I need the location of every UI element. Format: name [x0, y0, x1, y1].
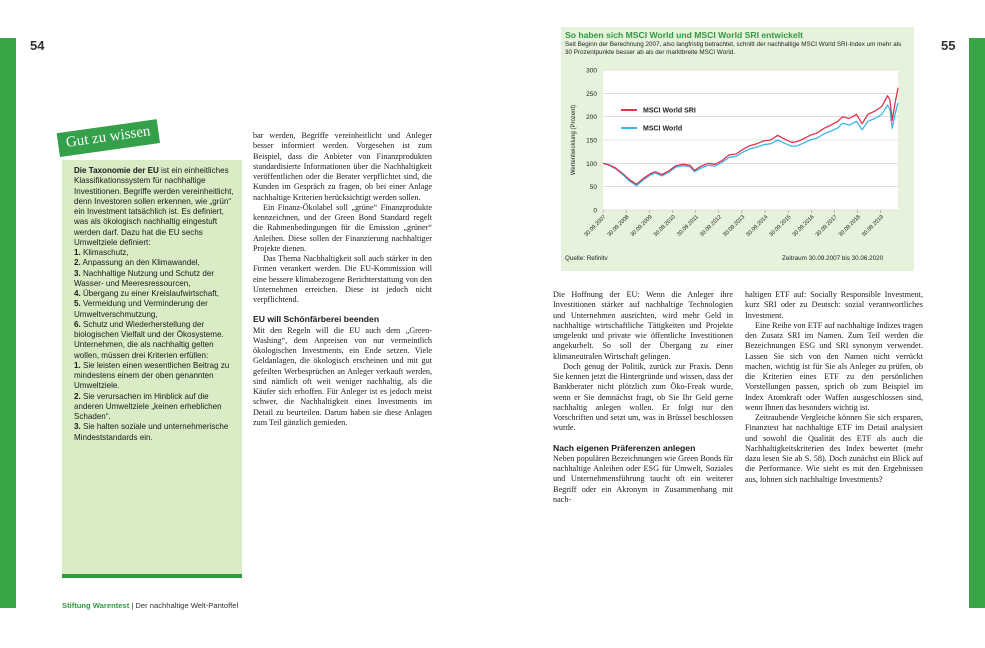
page-footer: [62, 601, 238, 610]
paragraph: Eine Reihe von ETF auf nachhaltige Indizes tragen den Zusatz SRI im Namen. Zum Teil werden die Bezeichnungen ESG und SRI synonym verwendet. Lassen Sie sich von den Namen nicht verrückt machen, wichtig ist für Sie als Anleger zu prüfen, ob die Kriterien eines ETF zu den persönlichen Vorstellungen passen, sprich ob zum Beispiel im Index Atomkraft oder Waffen ausgeschlossen sind, wenn Ihnen das besonders wichtig ist.: [745, 320, 923, 412]
goal-item: 6. Schutz und Wiederherstellung der biologischen Vielfalt und der Ökosysteme.: [74, 319, 224, 339]
paragraph: Doch genug der Politik, zurück zur Praxis. Denn Sie kennen jetzt die Hintergründe und wissen, dass der Bankberater nicht plötzlich zum Öko-Freak wurde, wenn er Sie demnächst fragt, ob Sie Ihr Geld gerne nachhaltig anlegen wollen. Er folgt nur den Vorschriften und setzt um, was in Brüssel beschlossen wurde.: [553, 361, 733, 433]
y-axis-label: Wertentwicklung (Prozent): [571, 104, 577, 176]
info-box-text: [74, 166, 234, 443]
y-tick-label: 150: [586, 137, 597, 145]
y-tick-label: 100: [586, 160, 597, 168]
goal-item: 2. Anpassung an den Klimawandel,: [74, 258, 200, 268]
right-page-column-1: [553, 290, 733, 505]
x-tick-label: 30.09.2018: [837, 214, 862, 239]
taxonomy-intro-text: ist ein einheitliches Klassifikationssystem für nachhaltige Investitionen. Begriffe werden vereinheitlicht, denn Investoren sollen erkennen, wie „grün“ ein Investment tatsächlich ist. Es definiert, was als ökologisch nachhaltig eingestuft werden darf. Dazu hat die EU sechs Umweltziele definiert:: [74, 166, 234, 247]
x-tick-label: 30.09.2019: [861, 214, 886, 239]
chart-title: So haben sich MSCI World und MSCI World SRI entwickelt: [565, 30, 803, 40]
y-tick-label: 300: [586, 67, 597, 75]
y-tick-label: 50: [589, 184, 597, 192]
section-heading: Nach eigenen Präferenzen anlegen: [553, 442, 696, 453]
criteria-item: 2. Sie verursachen im Hinblick auf die anderen Umweltziele „keinen erheblichen Schaden“.: [74, 391, 222, 421]
right-page-edge: [969, 38, 985, 608]
criteria-item: 3. Sie halten soziale und unternehmerische Mindeststandards ein.: [74, 422, 229, 442]
x-tick-label: 30.09.2008: [606, 214, 631, 239]
footer-separator: |: [129, 601, 136, 610]
criteria-intro: Unternehmen, die als nachhaltig gelten wollen, müssen drei Kriterien erfüllen:: [74, 340, 214, 360]
y-tick-label: 200: [586, 114, 597, 122]
goal-item: 4. Übergang zu einer Kreislaufwirtschaft,: [74, 289, 219, 298]
x-tick-label: 30.09.2013: [722, 214, 747, 239]
page-number-right: 55: [941, 38, 956, 53]
x-tick-label: 30.09.2016: [791, 214, 816, 239]
x-tick-label: 30.09.2009: [629, 214, 654, 239]
paragraph: Die Hoffnung der EU: Wenn die Anleger ihre Investitionen stärker auf nachhaltige Technologien und Unternehmen ausrichten, wird mehr Geld in nachhaltige wirtschaftliche Tätigkeiten und Projekte umgelenkt und private wie öffentliche Investitionen angekurbelt. So soll der Übergang zu einer klimaneutralen Wirtschaft gelingen.: [553, 290, 733, 361]
goal-item: 3. Nachhaltige Nutzung und Schutz der Wasser- und Meeresressourcen,: [74, 268, 215, 288]
goal-item: 1. Klimaschutz,: [74, 248, 129, 257]
paragraph: Zeitraubende Vergleiche können Sie sich ersparen, Finanztest hat nachhaltige ETF im Detail analysiert und sowohl die Qualität des ETF als auch die Nachhaltigkeitskriterien des Index bewertet (mehr dazu lesen Sie ab S. 58). Doch zunächst ein Blick auf die Performance. Wie sieht es mit den Ergebnissen aus, lohnen sich nachhaltige Investments?: [745, 413, 923, 484]
criteria-item: 1. Sie leisten einen wesentlichen Beitrag zu mindestens einem der oben genannten Umweltziele.: [74, 360, 230, 391]
x-tick-label: 30.09.2012: [699, 214, 724, 239]
x-tick-label: 30.09.2007: [583, 214, 608, 239]
y-tick-label: 0: [593, 207, 597, 215]
paragraph: Ein Finanz-Ökolabel soll „grüne“ Finanzprodukte kennzeichnen, und der Green Bond Standard regelt die Rahmenbedingungen für die Emission „grüner“ Anleihen. Diese sollen der Finanzierung nachhaltiger Projekte dienen.: [253, 202, 432, 253]
left-page-column: [253, 131, 432, 428]
paragraph: Das Thema Nachhaltigkeit soll auch stärker in den Firmen verankert werden. Die EU-Kommission will eine bessere klimabezogene Berichterstattung von den Unternehmen erreichen. Diese ist jedoch nicht verpflichtend.: [253, 254, 432, 304]
chart-source: Quelle: Refinitv: [565, 255, 608, 262]
goal-item: 5. Vermeidung und Verminderung der Umweltverschmutzung,: [74, 299, 208, 319]
chart-period: Zeitraum 30.09.2007 bis 30.06.2020: [782, 255, 884, 262]
paragraph: bar werden, Begriffe vereinheitlicht und Anleger besser informiert werden. Vorgesehen ist zum Beispiel, dass die Anbieter von Finanzprodukten standardisierte Informationen über die Nachhaltigkeit veröffentlichen oder die Berater verpflichtet sind, die Kunden im Gespräch zu fragen, ob bei einer Anlage nachhaltige Kriterien berücksichtigt werden sollen.: [253, 131, 432, 202]
x-tick-label: 30.09.2014: [745, 214, 770, 239]
paragraph: haltigen ETF auf: Socially Responsible Investment, kurz SRI oder zu Deutsch: sozial verantwortliches Investment.: [745, 290, 923, 320]
x-tick-label: 30.09.2017: [814, 214, 839, 239]
performance-chart: [565, 62, 910, 254]
x-tick-label: 30.09.2010: [652, 214, 677, 239]
section-heading: EU will Schönfärberei beenden: [253, 314, 380, 325]
footer-title: Der nachhaltige Welt-Pantoffel: [135, 601, 239, 610]
taxonomy-intro: [74, 166, 234, 248]
y-tick-label: 250: [586, 90, 597, 98]
left-page-edge: [0, 38, 16, 608]
footer-brand: Stiftung Warentest: [62, 601, 130, 610]
info-box-bottom-rule: [62, 574, 242, 578]
legend-label: MSCI World: [643, 125, 683, 133]
right-page-column-2: [745, 290, 923, 485]
x-tick-label: 30.09.2015: [768, 214, 793, 239]
page-number-left: 54: [30, 38, 45, 53]
paragraph: Neben populären Bezeichnungen wie Green Bonds für nachhaltige Anleihen oder ESG für Umwelt, Soziales und Unternehmensführung taucht oft ein weiterer Begriff oder ein Akronym in Zusammenhang mit nach-: [553, 453, 733, 504]
paragraph: Mit den Regeln will die EU auch dem „Green-Washing“, dem Anpreisen von nur vermeintlich ökologischen Investments, ein Ende setzen. Viele Geldanlagen, die ökologisch erscheinen und mit gut gefeilten Werbesprüchen an Anleger verkauft werden, sind nämlich oft weit weniger nachhaltig, als die Käufer sich erhoffen. Für Anleger ist es jedoch meist schwer, die Nachhaltigkeit eines Investments im Detail zu beurteilen. Darum haben sie diese Anlagen zum Teil gänzlich gemieden.: [253, 325, 432, 427]
chart-subtitle: Seit Beginn der Berechnung 2007, also langfristig betrachtet, schnitt der nachhaltige MSCI World SRI-Index um mehr als 30 Prozentpunkte besser ab als der marktbreite MSCI World.: [565, 41, 902, 56]
taxonomy-intro-bold: Die Taxonomie der EU: [74, 166, 159, 175]
x-tick-label: 30.09.2011: [676, 214, 700, 238]
legend-label: MSCI World SRI: [643, 107, 696, 115]
info-box-tag: Gut zu wissen: [57, 119, 160, 157]
